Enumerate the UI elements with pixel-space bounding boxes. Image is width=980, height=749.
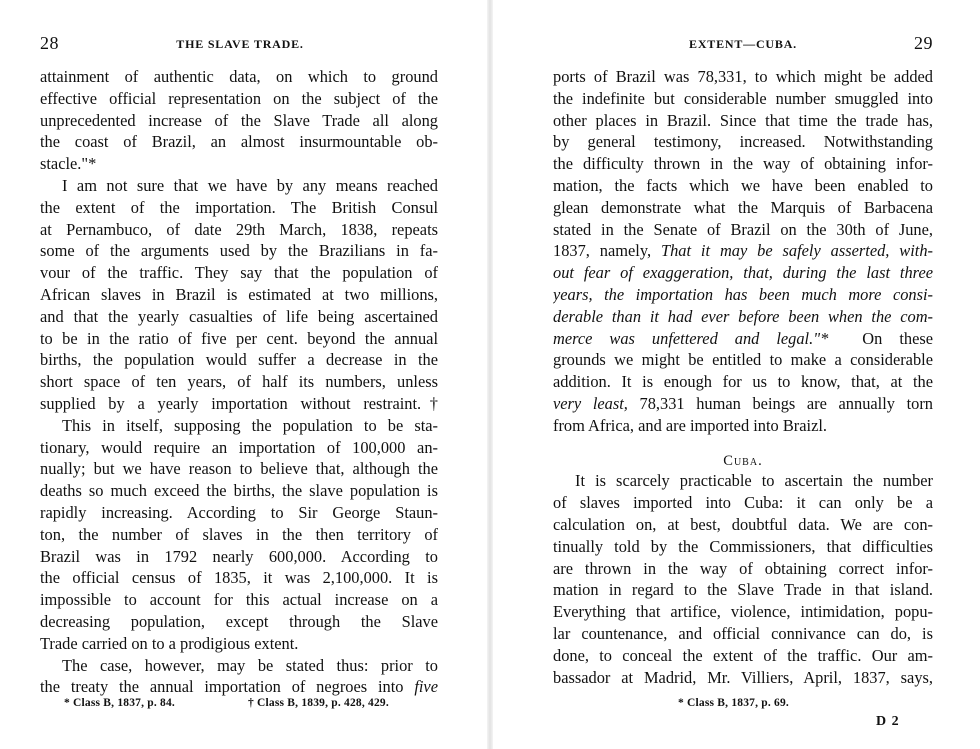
text-line: ports of Brazil was 78,331, to which might be added [553,67,933,86]
text-line: I am not sure that we have by any means reached [62,175,438,195]
text-line: the coast of Brazil, an almost insurmountable ob- [40,132,438,152]
running-title: EXTENT—CUBA. [689,37,797,51]
text-line: and that the yearly casualties of life being ascertained [40,306,438,326]
text-line: tionary, would require an importation of 100,000 an- [40,437,438,457]
text-line: The case, however, may be stated thus: prior to [62,655,438,675]
right-page-header [553,34,933,54]
text-line [553,262,933,284]
text-line: impossible to account for this actual increase on a [40,590,438,610]
text-line: from Africa, and are imported into Braizl. [553,415,827,435]
text-line: rapidly increasing. According to Sir George Staun- [40,502,438,522]
text-line: ton, the number of slaves in the then territory of [40,524,438,544]
text-line: deaths so much exceed the births, the slave population is [40,481,438,501]
text-segment: 1837, namely, [553,241,652,261]
text-line [553,284,933,306]
text-line: unprecedented increase of the Slave Trade all along [40,110,438,130]
left-page-header [40,34,440,54]
text-line: done, to conceal the extent of the traffic. Our am- [553,645,933,665]
text-line: stacle."* [40,154,97,174]
text-line [40,676,438,698]
text-line: grounds we might be entitled to make a considerable [553,350,933,370]
text-line: the indefinite but considerable number smuggled into [553,88,933,108]
text-line: mation, the facts which we have been enabled to [553,175,933,195]
text-line: other places in Brazil. Since that time the trade has, [553,110,933,130]
text-line: decreasing population, except through the Slave [40,611,438,631]
italic-quote: years, the importation has been much more consi- [553,284,933,304]
text-line: short space of ten years, of half its numbers, unless [40,372,438,392]
text-line: births, the population would suffer a decrease in the [40,350,438,370]
page-number: 28 [40,33,59,53]
text-line: some of the arguments used by the Brazilians in fa- [40,241,438,261]
text-line: to be in the ratio of five per cent. beyond the annual [40,328,438,348]
page-number: 29 [914,33,933,53]
section-gap [553,437,933,449]
signature-mark: D 2 [876,714,900,729]
text-line: calculation on, at best, doubtful data. We are con- [553,514,933,534]
text-line: This in itself, supposing the population to be sta- [62,415,438,435]
text-line: nually; but we have reason to believe that, although the [40,459,438,479]
text-line: Trade carried on to a prodigious extent. [40,633,299,653]
italic-word: five [414,677,438,697]
italic-phrase: very least, [553,393,628,413]
text-line [553,393,933,415]
text-segment: 78,331 human beings are annually torn [639,393,933,413]
text-line: are thrown in the way of obtaining correct infor- [553,558,933,578]
text-line: vour of the traffic. They say that the population of [40,263,438,283]
italic-quote: That it may be safely asserted, with- [660,241,933,261]
right-page-body [553,66,933,688]
text-line: supplied by a yearly importation without restraint.† [40,393,438,413]
text-line: African slaves in Brazil is estimated at two millions, [40,284,438,304]
text-line: Brazil was in 1792 nearly 600,000. According to [40,546,438,566]
text-line: of slaves imported into Cuba: it can only be a [553,493,933,513]
text-line: mation in regard to the Slave Trade in that island. [553,580,933,600]
text-line: bassador at Madrid, Mr. Villiers, April, 1837, says, [553,667,933,687]
text-line: glean demonstrate what the Marquis of Barbacena [553,197,933,217]
section-heading-text: Cuba. [723,452,763,469]
text-line: by general testimony, increased. Notwithstanding [553,132,933,152]
right-page [490,0,980,749]
text-line [553,240,933,262]
text-line: stated in the Senate of Brazil on the 30th of June, [553,219,933,239]
text-segment: On these [862,328,933,348]
footnote: * Class B, 1837, p. 69. [678,697,789,709]
text-line: the official census of 1835, it was 2,100,000. It is [40,568,438,588]
italic-quote: merce was unfettered and legal."* [553,328,829,348]
text-line [553,306,933,328]
italic-quote: out fear of exaggeration, that, during the last three [553,263,933,283]
text-line: tinually told by the Commissioners, that difficulties [553,536,933,556]
text-line: effective official representation on the subject of the [40,88,438,108]
text-line: It is scarcely practicable to ascertain the number [575,471,933,491]
text-line: the difficulty thrown in the way of obtaining infor- [553,154,933,174]
left-page-body [40,66,438,698]
text-line: at Pernambuco, of date 29th March, 1838, repeats [40,219,438,239]
text-line: Everything that artifice, violence, intimidation, popu- [553,602,933,622]
text-line: lar countenance, and official connivance can do, is [553,623,933,643]
running-title: THE SLAVE TRADE. [176,37,304,51]
text-line: addition. It is enough for us to know, that, at the [553,372,933,392]
section-heading [553,449,933,471]
text-line: attainment of authentic data, on which to ground [40,67,438,86]
text-line: the extent of the importation. The British Consul [40,197,438,217]
footnote: † Class B, 1839, p. 428, 429. [248,697,389,709]
text-line [553,328,933,350]
text-segment: the treaty the annual importation of negroes into [40,677,404,697]
footnote: * Class B, 1837, p. 84. [64,697,175,709]
italic-quote: derable than it had ever before been when the com- [553,306,933,326]
